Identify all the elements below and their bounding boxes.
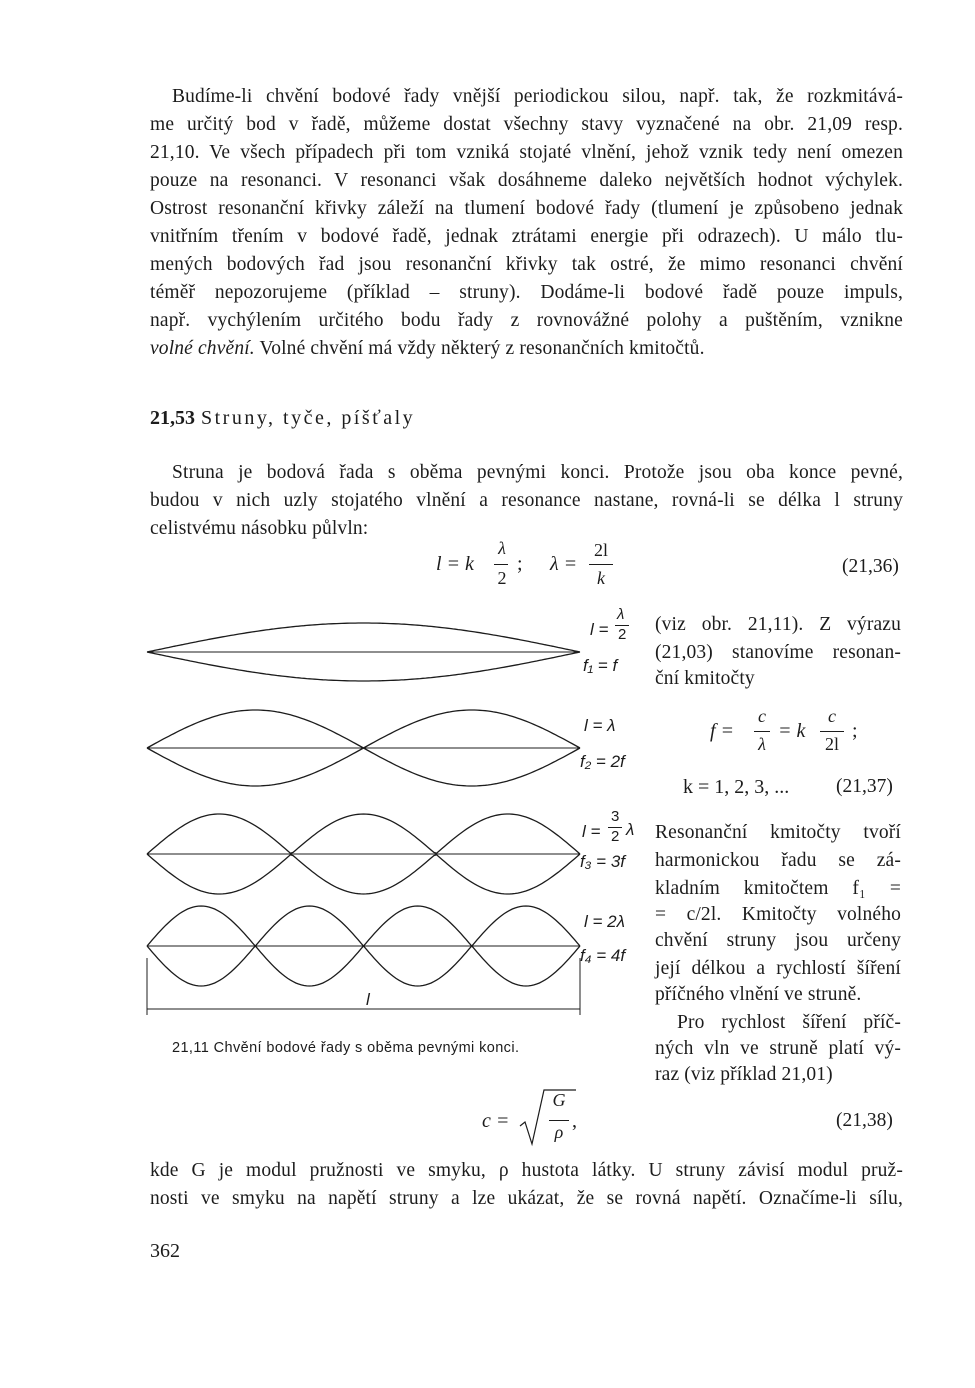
eq-frac-den: λ <box>758 734 766 754</box>
text-line: harmonickou řadu se zá- <box>655 850 901 871</box>
text-line: (viz obr. 21,11). Z výrazu <box>655 614 901 635</box>
fraction-bar <box>549 1120 569 1121</box>
eq-k-values: k = 1, 2, 3, ... <box>683 776 790 798</box>
eq-frac-num: c <box>758 706 766 726</box>
text-rest: Volné chvění má vždy některý z resonančních kmitočtů. <box>254 338 705 359</box>
text-line: Pro rychlost šíření příč- <box>677 1012 901 1033</box>
fraction-bar <box>820 731 844 732</box>
text-line: mených bodových řad jsou resonanční křivky tak ostré, že mimo resonanci chvění <box>150 254 903 275</box>
text-line: raz (viz příklad 21,01) <box>655 1064 833 1085</box>
text-line: kladním kmitočtem f₁ = <box>655 878 901 899</box>
mode-4-frequency-label: f₄ = 4f <box>580 946 626 965</box>
figure-caption: 21,11 Chvění bodové řady s oběma pevnými konci. <box>172 1040 520 1056</box>
eq-lhs2: λ = <box>550 553 578 575</box>
mode-3-length-num: 3 <box>611 808 620 825</box>
eq-sep: ; <box>517 553 523 575</box>
text-line: Ostrost resonanční křivky záleží na tlumení bodové řady (tlumení je způsobeno jednak <box>150 198 903 219</box>
mode-1-length-den: 2 <box>618 626 627 643</box>
text-line: téměř nepozorujeme (příklad – struny). Dodáme-li bodové řadě pouze impuls, <box>150 282 903 303</box>
page-number: 362 <box>150 1240 180 1262</box>
eq-frac-den: 2l <box>824 734 839 754</box>
mode-3-length-den: 2 <box>611 828 620 845</box>
equation-number: (21,36) <box>842 556 899 577</box>
fraction-bar <box>754 731 770 732</box>
text-line: (21,03) stanovíme resonan- <box>655 642 901 663</box>
text-line: Budíme-li chvění bodové řady vnější periodickou silou, např. tak, že rozkmitává- <box>172 86 903 107</box>
text-line: příčného vlnění ve struně. <box>655 984 862 1005</box>
eq-lhs: f = <box>710 720 735 742</box>
text-line: kde G je modul pružnosti ve smyku, ρ hustota látky. U struny závisí modul pruž- <box>150 1160 903 1181</box>
mode-1-length-label: l = <box>590 620 609 639</box>
text-line: me určitý bod v řadě, můžeme dostat všechny stavy vyznačené na obr. 21,09 resp. <box>150 114 903 135</box>
eq-tail: ; <box>852 720 858 742</box>
mode-2-frequency-label: f₂ = 2f <box>580 752 625 771</box>
eq-frac-num: λ <box>498 538 506 558</box>
eq-frac-den: k <box>597 568 605 588</box>
section-title: Struny, tyče, píšťaly <box>201 407 416 429</box>
wave-envelope-mode-2 <box>147 748 580 786</box>
text-line: chvění struny jsou určeny <box>655 930 901 951</box>
wave-envelope-mode-3 <box>147 854 580 894</box>
equation-number: (21,38) <box>836 1110 893 1131</box>
eq-frac-den: 2 <box>497 568 507 588</box>
text-line: Resonanční kmitočty tvoří <box>655 822 901 843</box>
mode-4-length-label: l = 2λ <box>584 912 625 931</box>
eq-frac-den: ρ <box>554 1122 564 1142</box>
italic-term: volné chvění. <box>150 338 255 359</box>
wave-envelope-mode-4 <box>147 906 580 946</box>
mode-1-frequency-label: f₁ = f <box>583 656 618 675</box>
mode-2-length-label: l = λ <box>584 716 616 735</box>
eq-frac-num: 2l <box>593 540 608 560</box>
mode-3-length-label: l = <box>582 822 601 841</box>
section-number: 21,53 <box>150 407 195 429</box>
text-line: = c/2l. Kmitočty volného <box>655 904 901 925</box>
length-label: l <box>366 990 370 1009</box>
eq-frac-num: c <box>828 706 836 726</box>
eq-lhs: c = <box>482 1110 510 1132</box>
text-line: 21,10. Ve všech případech při tom vzniká stojaté vlnění, jehož vznik tedy není omezen <box>150 142 903 163</box>
eq-mid: = k <box>778 720 806 742</box>
eq-tail: , <box>572 1110 577 1132</box>
text-line: Struna je bodová řada s oběma pevnými konci. Protože jsou oba konce pevné, <box>172 462 903 483</box>
text-line: celistvému násobku půlvln: <box>150 518 369 539</box>
eq-lhs: l = k <box>436 553 474 575</box>
eq-frac-num: G <box>552 1090 566 1110</box>
wave-envelope-mode-1 <box>147 623 580 652</box>
wave-envelope-mode-3 <box>147 814 580 854</box>
wave-envelope-mode-4 <box>147 946 580 986</box>
text-line: vnitřním třením v bodové řadě, jednak ztrátami energie při odrazech). U málo tlu- <box>150 226 903 247</box>
mode-1-length-num: λ <box>617 606 625 623</box>
text-line: budou v nich uzly stojatého vlnění a resonance nastane, rovná-li se délka l struny <box>150 490 903 511</box>
wave-envelope-mode-1 <box>147 652 580 681</box>
text-line: nosti ve smyku na napětí struny a lze ukázat, že se rovná napětí. Označíme-li sílu, <box>150 1188 903 1209</box>
text-line: její délkou a rychlostí šíření <box>655 958 901 979</box>
wave-envelope-mode-2 <box>147 710 580 748</box>
mode-3-length-suffix: λ <box>626 820 635 839</box>
text-line: např. vychýlením určitého bodu řady z rovnovážné polohy a puštěním, vznikne <box>150 310 903 331</box>
text-line: ných vln ve struně platí vý- <box>655 1038 901 1059</box>
mode-3-frequency-label: f₃ = 3f <box>580 852 626 871</box>
equation-number: (21,37) <box>836 776 893 797</box>
text-line: ční kmitočty <box>655 668 755 689</box>
text-line: pouze na resonanci. V resonanci však dosáhneme daleko největších hodnot výchylek. <box>150 170 903 191</box>
